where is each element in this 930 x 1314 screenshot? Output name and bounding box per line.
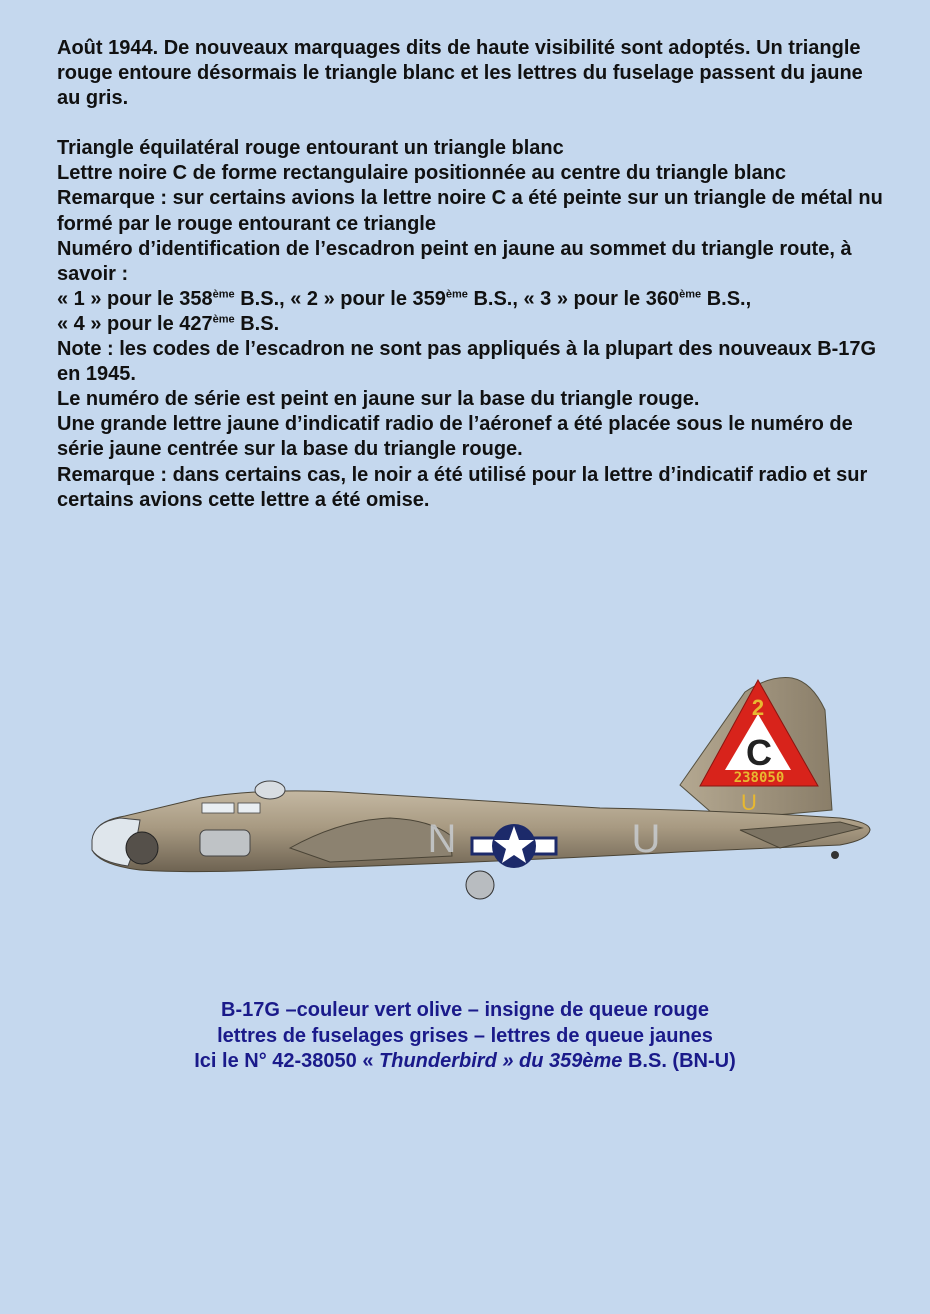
ordinal-suffix: ème — [445, 288, 468, 301]
caption-aircraft-name: Thunderbird » du 359ème — [379, 1050, 623, 1072]
squadron-427-end: B.S. — [234, 312, 280, 335]
caption-squadron: B.S. (BN-U) — [622, 1050, 736, 1072]
caption-line-1: B-17G –couleur vert olive – insigne de queue rouge — [221, 999, 709, 1021]
caption-serial: Ici le N° 42-38050 « — [194, 1050, 380, 1072]
squadron-list-line-1 — [57, 287, 887, 312]
squadron-359: B.S., « 2 » pour le 359 — [234, 287, 446, 310]
squadron-360: B.S., « 3 » pour le 360 — [467, 287, 680, 310]
fuselage-code-letter-2: U — [631, 817, 661, 861]
squadron-360-end: B.S., — [701, 287, 752, 310]
cockpit-window — [202, 803, 234, 813]
marking-line-1: Triangle équilatéral rouge entourant un triangle blanc — [57, 137, 564, 160]
ball-turret — [466, 871, 494, 899]
marking-line-2: Lettre noire C de forme rectangulaire positionnée au centre du triangle blanc — [57, 162, 787, 185]
squadron-list-line-2 — [57, 312, 887, 337]
intro-paragraph: Août 1944. De nouveaux marquages dits de haute visibilité sont adoptés. Un triangle rouge entoure désormais le triangle blanc et les lettres du fuselage passent du jaune au gris. — [57, 37, 863, 110]
cockpit-window — [238, 803, 260, 813]
marking-line-7: Une grande lettre jaune d’indicatif radio de l’aéronef a été placée sous le numéro de série jaune centrée sur la base du triangle rouge. — [57, 413, 853, 461]
marking-line-8: Remarque : dans certains cas, le noir a été utilisé pour la lettre d’indicatif radio et sur certains avions cette lettre a été omise. — [57, 463, 868, 511]
ordinal-suffix: ème — [679, 288, 702, 301]
tail-letter-c: C — [746, 732, 772, 773]
squadron-427: « 4 » pour le 427 — [57, 312, 213, 335]
ordinal-suffix: ème — [212, 288, 235, 301]
fuselage-code-letter-1: N — [427, 817, 457, 861]
paragraph-gap — [57, 111, 887, 136]
marking-line-6: Le numéro de série est peint en jaune sur la base du triangle rouge. — [57, 388, 700, 411]
caption-line-2: lettres de fuselages grises – lettres de queue jaunes — [217, 1024, 713, 1047]
b17g-profile-illustration — [80, 670, 880, 910]
description-text — [57, 36, 887, 513]
marking-line-4: Numéro d’identification de l’escadron peint en jaune au sommet du triangle route, à savoir : — [57, 237, 852, 285]
figure-caption — [0, 998, 930, 1075]
squadron-358: « 1 » pour le 358 — [57, 287, 213, 310]
engine-nacelle — [126, 832, 158, 864]
tail-callsign-letter: U — [741, 790, 757, 815]
ordinal-suffix: ème — [212, 313, 235, 326]
tail-wheel — [831, 851, 839, 859]
caption-line-3 — [0, 1049, 930, 1075]
engine-nacelle — [200, 830, 250, 856]
tail-serial-number: 238050 — [733, 770, 785, 786]
top-turret — [255, 781, 285, 799]
marking-line-3: Remarque : sur certains avions la lettre noire C a été peinte sur un triangle de métal nu formé par le rouge entourant ce triangle — [57, 187, 883, 235]
marking-line-5: Note : les codes de l’escadron ne sont pas appliqués à la plupart des nouveaux B-17G en 1945. — [57, 338, 877, 386]
tail-squadron-number: 2 — [751, 695, 765, 720]
